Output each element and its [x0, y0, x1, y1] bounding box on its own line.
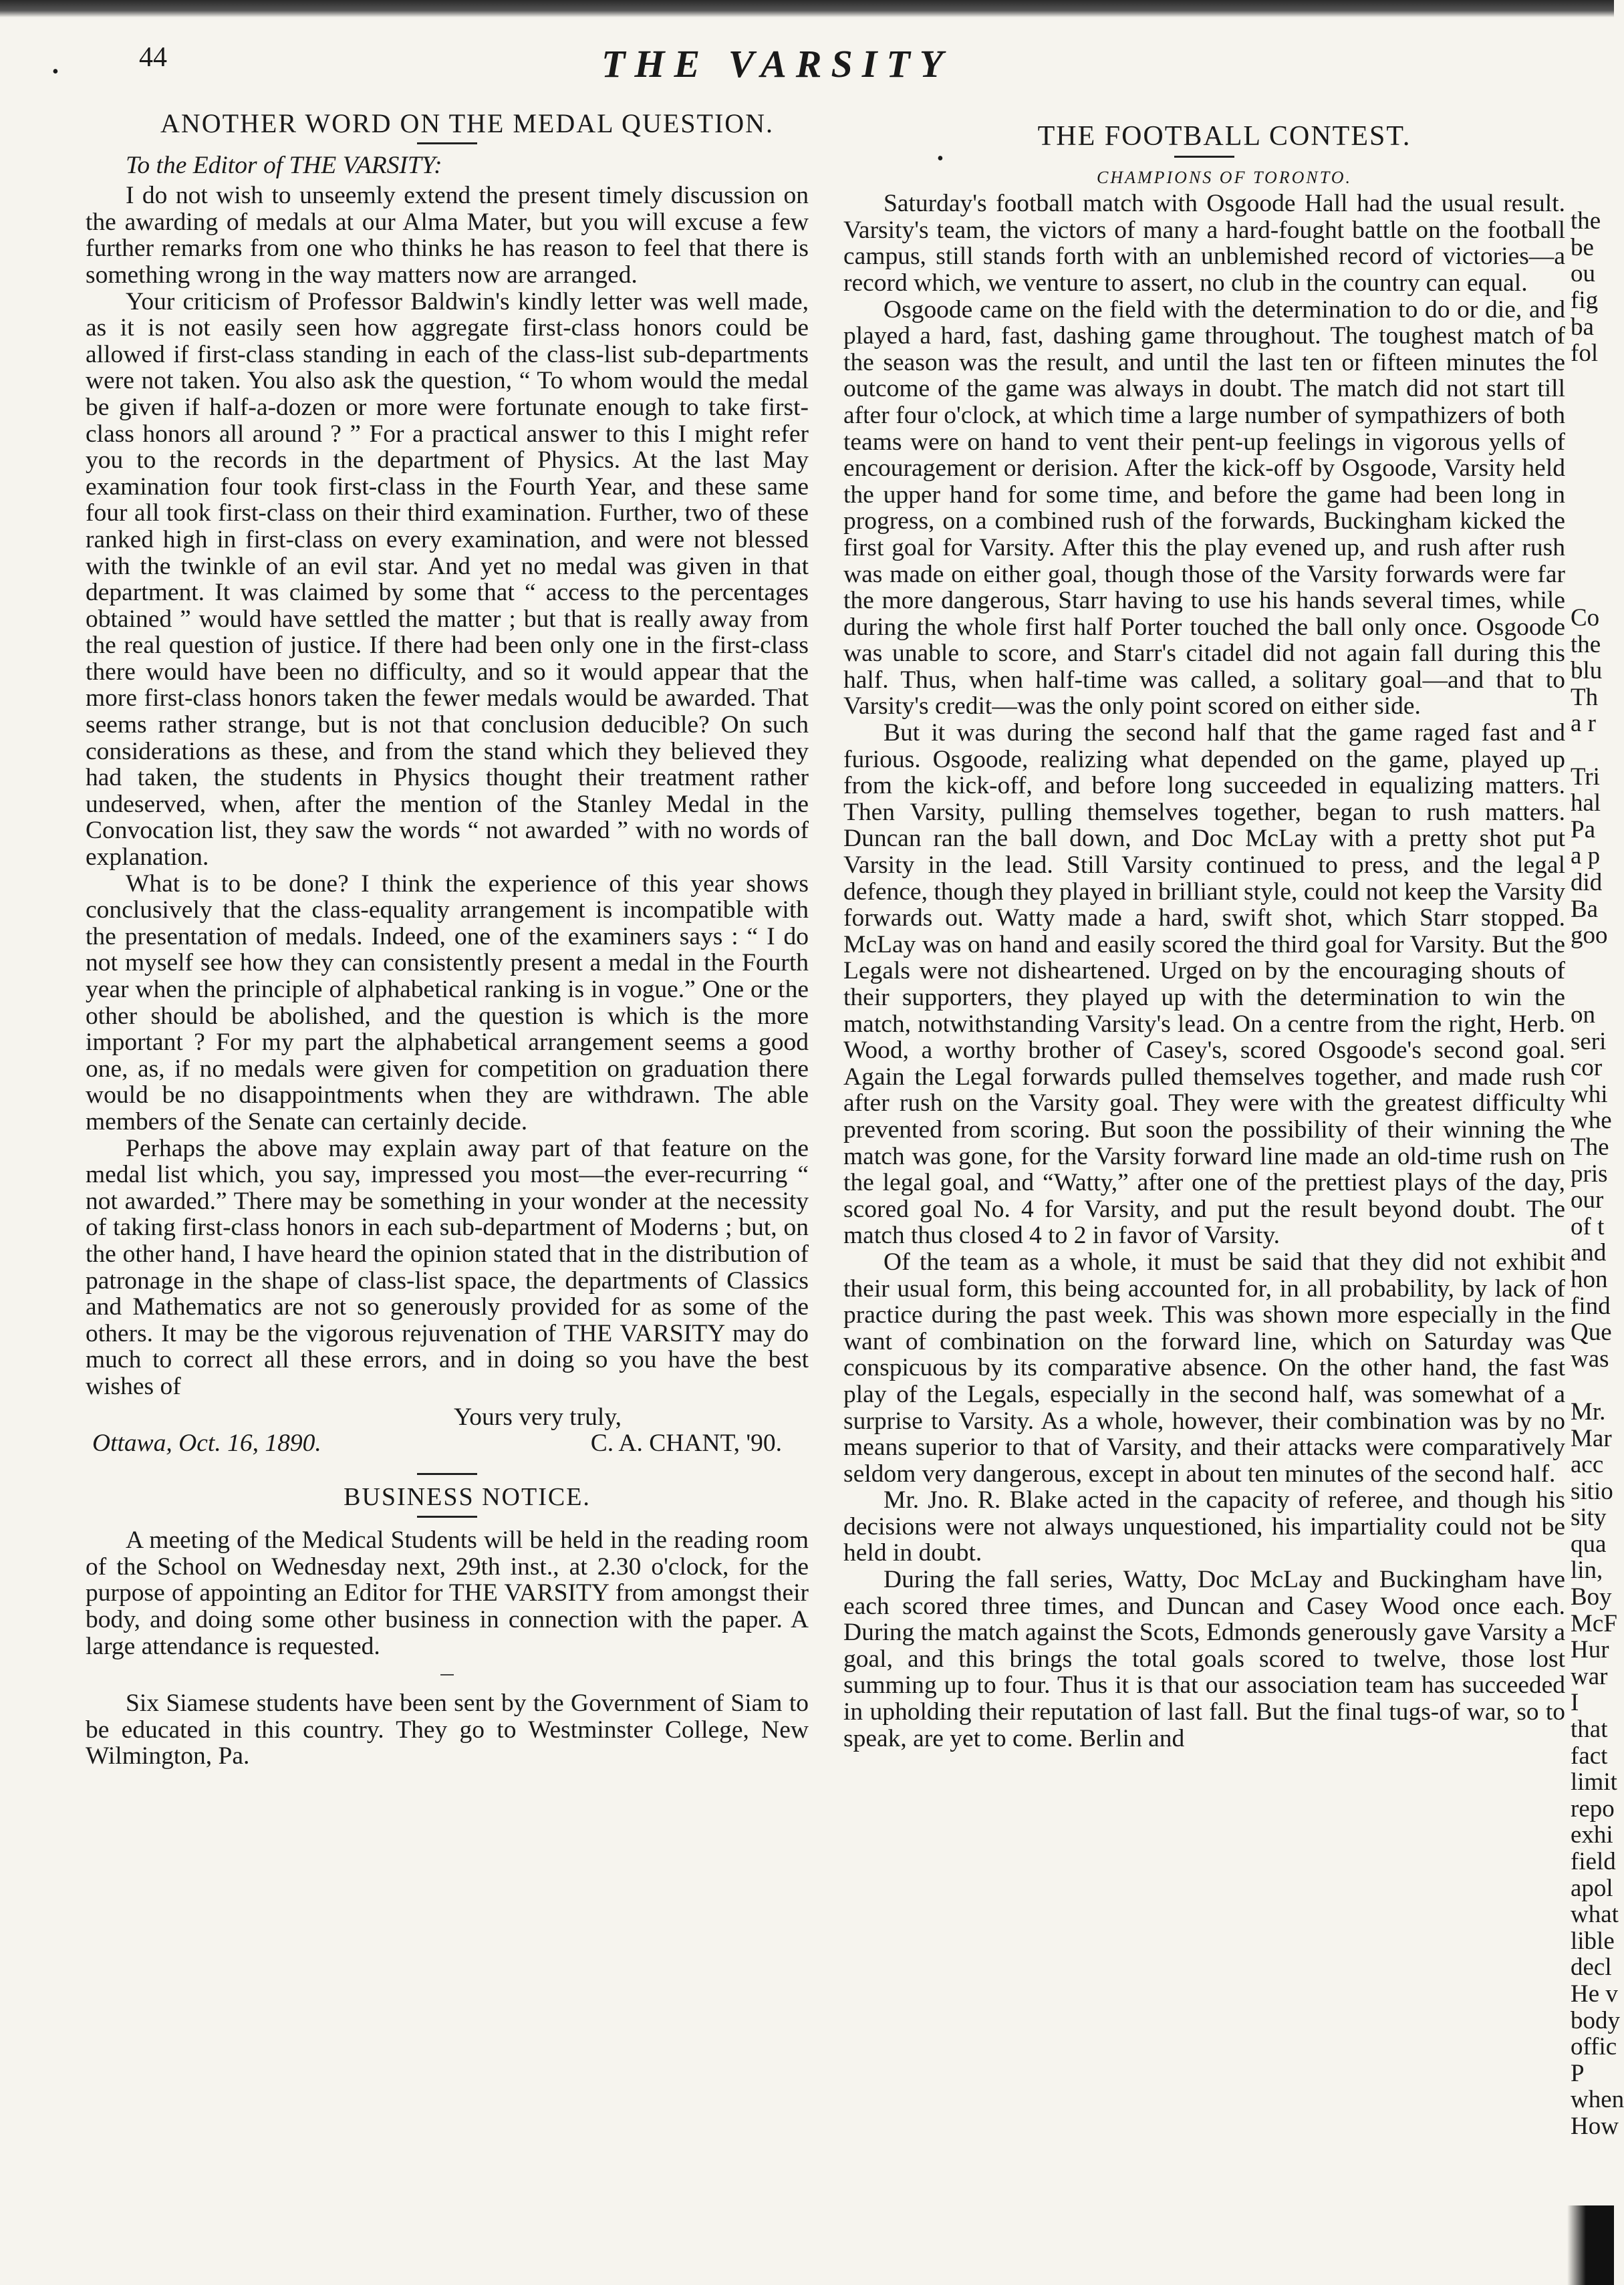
separator-mark [440, 1674, 454, 1675]
edge-fragment: fact [1571, 1742, 1608, 1770]
edge-fragment: repo [1571, 1794, 1615, 1823]
edge-fragment: that [1571, 1716, 1608, 1744]
football-subtitle: CHAMPIONS OF TORONTO. [1096, 167, 1352, 187]
edge-fragment: Tri [1571, 763, 1600, 791]
business-notice-text: A meeting of the Medical Students will be held in the reading room of the School on Wednesday next, 29th inst., at 2.30 o'clock, for the purpose of appointing an Editor for THE VARSITY from amongst their body, and doing some other business in connection with the paper. A large attendance is requested. [86, 1526, 809, 1660]
edge-fragment: qua [1571, 1530, 1607, 1558]
edge-fragment: ba [1571, 313, 1594, 341]
signature-line [86, 1430, 809, 1457]
title-rule [417, 142, 477, 144]
football-paragraph: Of the team as a whole, it must be said that they did not exhibit their usual form, this being accounted for, in all probability, by lack of practice during the past week. This was shown more especially in the want of combination on the forward line, which on Saturday was conspicuous by its comparative absence. On the other hand, the fast play of the Legals, especially in the second half, was somewhat of a surprise to Varsity. As a whole, however, their combination was by no means superior to that of Varsity, and their attacks were comparatively seldom very dangerous, except in about ten minutes of the second half. [843, 1248, 1565, 1488]
medal-article-title: ANOTHER WORD ON THE MEDAL QUESTION. [160, 108, 775, 138]
medal-paragraph: What is to be done? I think the experience of this year shows conclusively that the class-equality arrangement is incompatible with the presentation of medals. Indeed, one of the examiners says : “ I do not myself see how they can consistently present a medal in the Fourth year when the principle of alphabetical ranking is in vogue.” One or the other should be abolished, and the question is which is the more important ? For my part the alphabetical arrangement seems a good one, as, if no medals were given for competition on graduation there would be no disappointments when they are withdrawn. The able members of the Senate can certainly decide. [86, 869, 809, 1135]
edge-fragment: when [1571, 2086, 1624, 2114]
edge-fragment: cor [1571, 1054, 1603, 1082]
place-date: Ottawa, Oct. 16, 1890. [92, 1430, 321, 1458]
edge-fragment: field [1571, 1848, 1616, 1875]
edge-fragment: Boy [1571, 1583, 1612, 1611]
page-number: 44 [139, 42, 167, 73]
edge-fragment: and [1571, 1239, 1607, 1267]
edge-fragment: lible [1571, 1927, 1615, 1955]
edge-fragment: blu [1571, 657, 1603, 685]
edge-fragment: fig [1571, 286, 1599, 314]
edge-fragment: Th [1571, 683, 1599, 711]
football-paragraph: Mr. Jno. R. Blake acted in the capacity of referee, and though his decisions were not always unquestioned, his impartiality could not be held in doubt. [843, 1486, 1565, 1567]
edge-fragment: hon [1571, 1265, 1608, 1293]
edge-fragment: He v [1571, 1980, 1618, 2008]
edge-fragment: our [1571, 1186, 1604, 1214]
edge-fragment: of t [1571, 1212, 1605, 1240]
medal-paragraph: I do not wish to unseemly extend the present timely discussion on the awarding of medals at our Alma Mater, but you will excuse a few further remarks from one who thinks he has reason to feel that there is something wrong in the way matters now are arranged. [86, 182, 809, 289]
edge-fragment: limit [1571, 1768, 1617, 1796]
margin-dot: • [937, 148, 944, 169]
medal-paragraph: Your criticism of Professor Baldwin's kindly letter was well made, as it is not easily seen how aggregate first-class honors could be allowed if first-class standing in each of the class-list sub-departments were not taken. You also ask the question, “ To whom would the medal be given if half-a-dozen or more were fortunate enough to take first-class honors all around ? ” For a practical answer to this I might refer you to the records in the department of Physics. At the last May examination four took first-class in the Fourth Year, and these same four all took first-class on their third examination. Further, two of these ranked high in first-class on every examination, and were not blessed with the twinkle of an evil star. And yet no medal was given in that department. It was claimed by some that “ access to the percentages obtained ” would have settled the matter ; but that is really away from the real question of justice. If there had been only one in the first-class there would have been no difficulty, and so it would appear that the more first-class honors taken the fewer medals would be awarded. That seems rather strange, but is not that conclusion deducible? On such considerations as these, and from the stand which they believed they had taken, the students in Physics thought their treatment rather undeserved, when, after the mention of the Stanley Medal in the Convocation list, they saw the words “ not awarded ” with no words of explanation. [86, 287, 809, 871]
edge-fragment: find [1571, 1292, 1611, 1320]
football-article-title: THE FOOTBALL CONTEST. [1037, 121, 1411, 152]
edge-fragment: on [1571, 1001, 1595, 1029]
edge-fragment: lin, [1571, 1557, 1603, 1585]
edge-fragment: acc [1571, 1451, 1604, 1479]
masthead: THE VARSITY [601, 42, 953, 86]
edge-fragment: apol [1571, 1874, 1613, 1902]
edge-fragment: seri [1571, 1027, 1607, 1055]
edge-fragment: ou [1571, 260, 1595, 288]
business-notice-title: BUSINESS NOTICE. [344, 1482, 591, 1511]
edge-fragment: hal [1571, 789, 1601, 817]
book-spine-shadow [1567, 2205, 1614, 2285]
left-column [86, 110, 809, 1770]
medal-paragraph: Perhaps the above may explain away part of that feature on the medal list which, you say, impressed you most—the ever-recurring “ not awarded.” There may be something in your wonder at the necessity of taking first-class honors in each sub-department of Moderns ; but, on the other hand, I have heard the opinion stated that in the distribution of patronage in the shape of class-list space, the departments of Classics and Mathematics are not so generously provided for as some of the others. It may be the vigorous rejuvenation of THE VARSITY may do much to correct all these errors, and in doing so you have the best wishes of [86, 1134, 809, 1400]
edge-fragment: be [1571, 233, 1594, 261]
edge-fragment: Mar [1571, 1424, 1612, 1452]
title-rule [417, 1516, 477, 1518]
edge-fragment: whe [1571, 1107, 1612, 1135]
edge-fragment: sitio [1571, 1477, 1613, 1505]
edge-fragment: The [1571, 1133, 1609, 1161]
page-top-band [0, 0, 1614, 17]
football-paragraph: But it was during the second half that the game raged fast and furious. Osgoode, realizing what depended on the game, played up from the kick-off, and before long succeeded in equalizing matters. Then Varsity, pulling themselves together, began to rush matters. Duncan ran the ball down, and Doc McLay with a pretty shot put Varsity in the lead. Still Varsity continued to press, and the legal defence, though they played in brilliant style, could not keep the Varsity forwards out. Watty made a hard, swift shot, which Starr stopped. McLay was on hand and easily scored the third goal for Varsity. But the Legals were not disheartened. Urged on by the encouraging shouts of their supporters, they played up with the determination to win the match, notwithstanding Varsity's lead. On a centre from the right, Herb. Wood, a worthy brother of Casey's, scored Osgoode's second goal. Again the Legal forwards pulled themselves together, and made rush after rush on the Varsity goal. They were with the greatest difficulty prevented from scoring. But soon the possibility of their winning the match was gone, for the Varsity forward line made an old-time rush on the legal goal, and “Watty,” after one of the prettiest plays of the day, scored goal No. 4 for Varsity, and put the result beyond doubt. The match thus closed 4 to 2 in favor of Varsity. [843, 719, 1565, 1250]
margin-dot: • [52, 61, 59, 82]
edge-fragment: the [1571, 630, 1601, 658]
edge-fragment: Hur [1571, 1636, 1609, 1664]
football-paragraph: During the fall series, Watty, Doc McLay and Buckingham have each scored three times, and Duncan and Casey Wood once each. During the match against the Scots, Edmonds generously gave Varsity a goal, and this brings the total goals scored to twelve, those lost summing up to four. Thus it is that our association team has succeeded in upholding their reputation of last fall. But the final tugs-of war, so to speak, are yet to come. Berlin and [843, 1566, 1565, 1752]
edge-fragment: I [1571, 1689, 1579, 1717]
edge-fragment: offic [1571, 2033, 1617, 2061]
edge-fragment: fol [1571, 340, 1599, 368]
edge-fragments [1571, 155, 1624, 2140]
edge-fragment: Ba [1571, 895, 1599, 923]
edge-fragment: Mr. [1571, 1397, 1606, 1426]
edge-fragment: exhi [1571, 1821, 1613, 1849]
edge-fragment: Pa [1571, 815, 1595, 843]
edge-fragment: pris [1571, 1160, 1608, 1188]
edge-fragment: McF [1571, 1609, 1617, 1637]
edge-fragment: what [1571, 1901, 1619, 1929]
edge-fragment: a r [1571, 710, 1596, 738]
right-column [843, 121, 1565, 1752]
football-paragraph: Osgoode came on the field with the determination to do or die, and played a hard, fast, dashing game throughout. The toughest match of the season was the result, and until the last ten or fifteen minutes the outcome of the game was always in doubt. The match did not start till after four o'clock, at which time a large number of sympathizers of both teams were on hand to vent their pent-up feelings in vigorous yells of encouragement or derision. After the kick-off by Osgoode, Varsity held the upper hand for some time, and before the game had been long in progress, on a combined rush of the forwards, Buckingham kicked the first goal for Varsity. After this the play evened up, and rush after rush was made on either goal, though those of the Varsity forwards were far the more dangerous, Starr having to use his hands several times, while during the whole first half Porter touched the ball only once. Osgoode was unable to score, and Starr's citadel did not again fall during this half. Thus, when half-time was called, a solitary goal—and that to Varsity's credit—was the only point scored on either side. [843, 295, 1565, 720]
edge-fragment: decl [1571, 1954, 1612, 1982]
edge-fragment: did [1571, 869, 1603, 897]
edge-fragment: the [1571, 207, 1601, 235]
title-rule [1174, 156, 1234, 158]
siamese-notice-text: Six Siamese students have been sent by the Government of Siam to be educated in this country. They go to Westminster College, New Wilmington, Pa. [86, 1690, 809, 1770]
edge-fragment: sity [1571, 1504, 1607, 1532]
edge-fragment: How [1571, 2112, 1619, 2140]
edge-fragment: war [1571, 1662, 1608, 1690]
edge-fragment: was [1571, 1345, 1609, 1373]
salutation: To the Editor of THE VARSITY: [126, 151, 442, 179]
section-rule [417, 1473, 477, 1475]
edge-fragment: a p [1571, 842, 1601, 870]
edge-fragment: body [1571, 2006, 1620, 2034]
signature: C. A. CHANT, '90. [590, 1430, 782, 1458]
football-paragraph: Saturday's football match with Osgoode Hall had the usual result. Varsity's team, the victors of many a hard-fought battle on the football campus, still stands forth with an unblemished record of victories—a record which, we venture to assert, no club in the country can equal. [843, 190, 1565, 297]
edge-fragment: P [1571, 2059, 1585, 2087]
closing: Yours very truly, [453, 1403, 622, 1431]
edge-fragment: Co [1571, 604, 1600, 632]
edge-fragment: Que [1571, 1319, 1612, 1347]
edge-fragment: goo [1571, 922, 1608, 950]
edge-fragment: whi [1571, 1080, 1608, 1108]
